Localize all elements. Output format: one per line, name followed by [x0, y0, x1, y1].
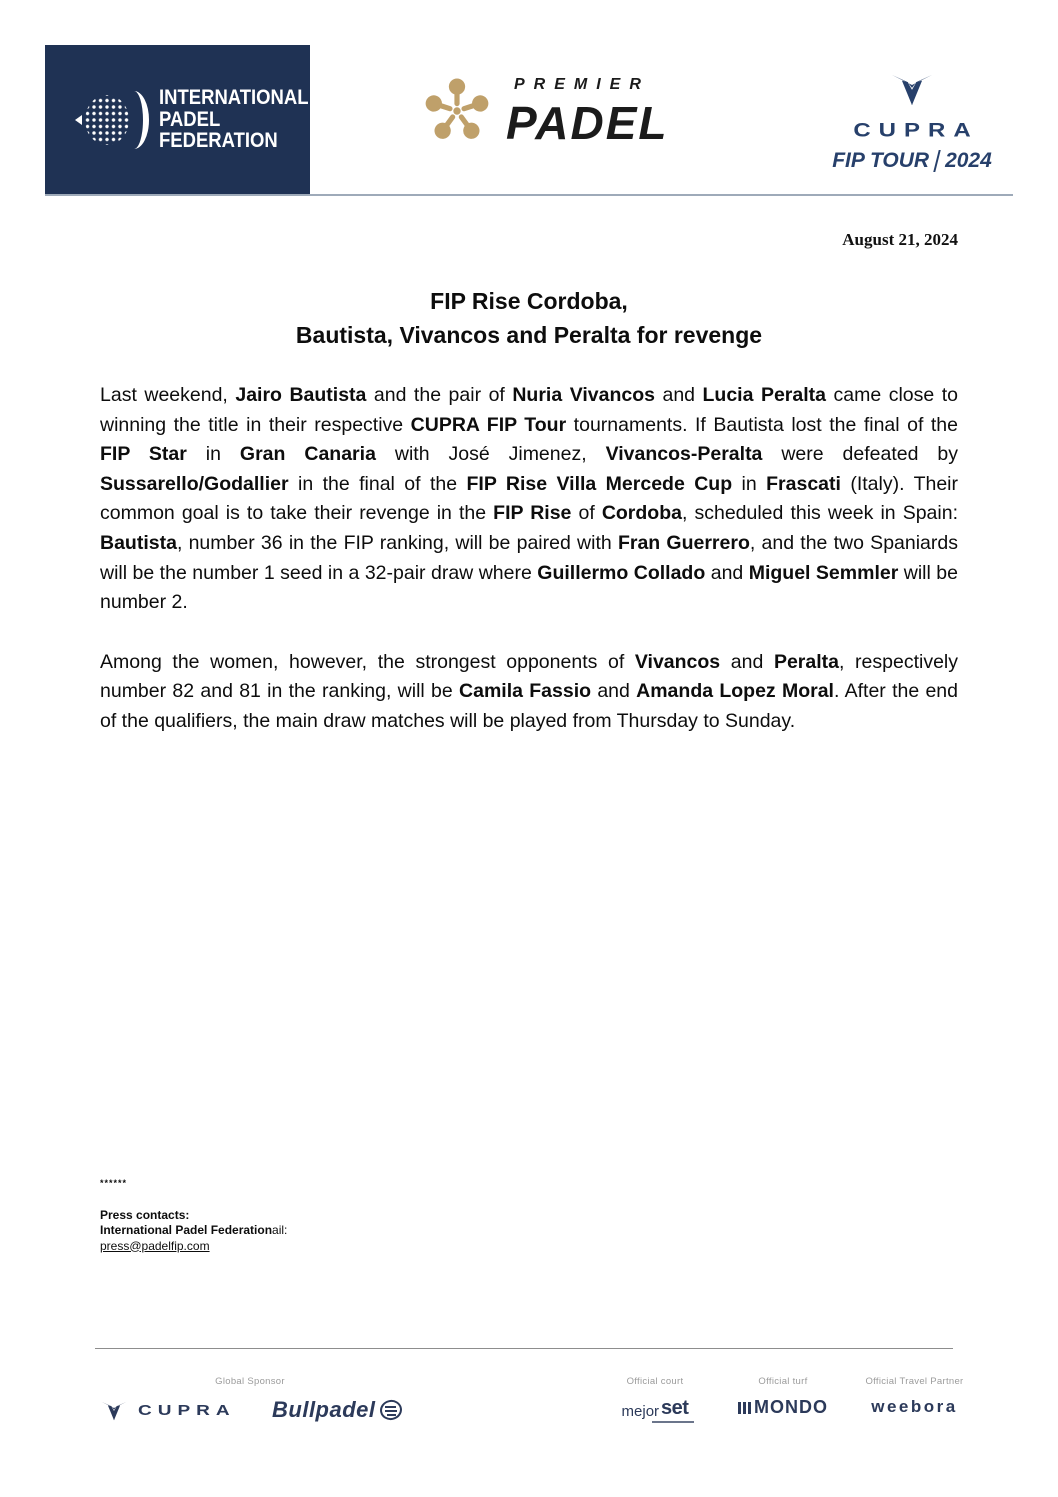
mejor-wordmark: mejor [621, 1403, 660, 1420]
weebora-wordmark: weebora [871, 1397, 958, 1416]
set-wordmark: set [661, 1397, 689, 1419]
official-turf-label: Official turf [758, 1376, 808, 1387]
press-org-name: International Padel Federation [100, 1223, 273, 1237]
press-org-line [100, 1223, 287, 1239]
asterisk-divider: ****** [100, 1178, 128, 1188]
cupra-emblem-small-icon [100, 1400, 128, 1422]
footer-cupra-logo [100, 1400, 236, 1422]
bullpadel-circle-icon [379, 1398, 403, 1422]
paragraph-2: Among the women, however, the strongest opponents of Vivancos and Peralta, respectively number 82 and 81 in the ranking, will be Camila Fassio and Amanda Lopez Moral. After the end of the qualifiers, the main draw matches will be played from Thursday to Sunday. [100, 650, 958, 732]
mejorset-logo [600, 1397, 710, 1420]
footer-mondo-block [728, 1376, 838, 1418]
ipf-ball-icon [75, 91, 149, 149]
premier-padel-flower-icon [420, 74, 494, 148]
ipf-arc-icon [119, 91, 149, 149]
ipf-logo [45, 45, 310, 194]
article-body [100, 381, 958, 737]
fip-tour-year [832, 149, 992, 173]
premier-padel-wordmark [506, 76, 669, 149]
mondo-bars-icon [738, 1402, 751, 1414]
premier-padel-logo [420, 74, 669, 148]
fip-tour-year-label: 2024 [945, 149, 992, 172]
page-title [0, 284, 1058, 352]
footer-bullpadel-logo [272, 1397, 403, 1423]
footer-mejorset-block [600, 1376, 710, 1423]
cupra-fip-tour-logo [832, 72, 992, 173]
footer-cupra-wordmark: CUPRA [138, 1402, 236, 1419]
official-court-label: Official court [626, 1376, 684, 1387]
press-email-link[interactable]: press@padelfip.com [100, 1238, 210, 1253]
header-divider [45, 194, 1013, 196]
press-org-suffix: ail: [272, 1223, 288, 1237]
fip-tour-label: FIP TOUR [832, 149, 930, 172]
title-line-1: FIP Rise Cordoba, [430, 288, 628, 314]
mejorset-subtext-bar [652, 1421, 694, 1423]
slash-separator [933, 150, 940, 172]
footer-divider [95, 1348, 953, 1349]
cupra-emblem-icon [889, 72, 935, 108]
press-contacts-block [100, 1176, 287, 1254]
footer-weebora-block [852, 1376, 977, 1417]
global-sponsor-label: Global Sponsor [215, 1376, 285, 1387]
mondo-logo [728, 1397, 838, 1418]
weebora-logo [852, 1397, 977, 1417]
title-line-2: Bautista, Vivancos and Peralta for revenge [295, 322, 763, 348]
official-travel-partner-label: Official Travel Partner [865, 1376, 964, 1387]
padel-label: PADEL [506, 97, 669, 149]
bullpadel-wordmark: Bullpadel [272, 1397, 376, 1422]
document-date: August 21, 2024 [842, 230, 958, 249]
ipf-line-3: FEDERATION [159, 129, 278, 153]
cupra-wordmark: CUPRA [853, 119, 979, 142]
press-contacts-heading: Press contacts: [100, 1207, 190, 1222]
premier-label: PREMIER [514, 76, 650, 93]
ipf-triangle-icon [75, 115, 82, 125]
paragraph-1: Last weekend, Jairo Bautista and the pair of Nuria Vivancos and Lucia Peralta came close to winning the title in their respective CUPRA FIP Tour tournaments. If Bautista lost the final of the FIP Star in Gran Canaria with José Jimenez, Vivancos-Peralta were defeated by Sussarello/Godallier in the final of the FIP Rise Villa Mercede Cup in Frascati (Italy). Their common goal is to take their revenge in the FIP Rise of Cordoba, scheduled this week in Spain: Bautista, number 36 in the FIP ranking, will be paired with Fran Guerrero, and the two Spaniards will be the number 1 seed in a 32-pair draw where Guillermo Collado and Miguel Semmler will be number 2. [100, 384, 959, 614]
mondo-wordmark: MONDO [754, 1397, 828, 1417]
ipf-logo-text [159, 87, 309, 152]
ipf-line-1: INTERNATIONAL [159, 86, 309, 110]
ipf-line-2: PADEL [159, 107, 221, 131]
